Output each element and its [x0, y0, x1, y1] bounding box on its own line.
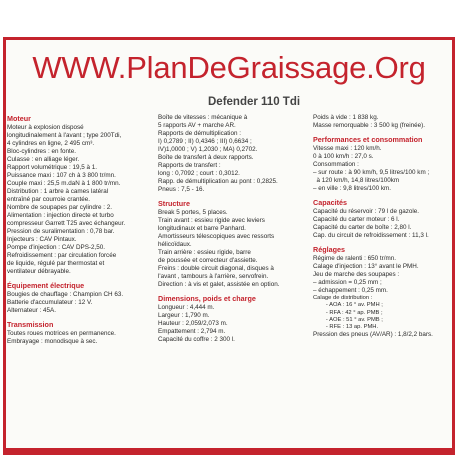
spec-line: 4 cylindres en ligne, 2 495 cm³. — [7, 140, 95, 147]
spec-line: Alimentation : injection directe et turbo — [7, 212, 114, 219]
section-title: Performances et consommation — [313, 135, 423, 144]
spec-line: Pompe d'injection : CAV DPS-2,50. — [7, 244, 106, 251]
spec-line: Direction : à vis et galet, assistée en option. — [158, 281, 280, 288]
spec-line: Culasse : en alliage léger. — [7, 156, 80, 163]
section-title: Capacités — [313, 198, 347, 207]
spec-line: Rapports de transfert : — [158, 162, 221, 169]
spec-line: compresseur Garrett T25 avec échangeur. — [7, 220, 126, 227]
spec-line: Rapports de démultiplication : — [158, 130, 241, 137]
spec-line: Calage de distribution : — [313, 295, 373, 301]
spec-line: Pneus : 7,5 - 16. — [158, 186, 205, 193]
spec-line: Injecteurs : CAV Pintaux. — [7, 236, 77, 243]
spec-line: Refroidissement : par circulation forcée — [7, 252, 117, 259]
spec-line: 5 rapports AV + marche AR. — [158, 122, 236, 129]
column-left — [7, 114, 150, 346]
spec-line: longitudinalement à l'avant ; type 200Tdi, — [7, 132, 122, 139]
spec-line: Régime de ralenti : 650 tr/mn. — [313, 255, 396, 262]
spec-line: Hauteur : 2,059/2,073 m. — [158, 320, 228, 327]
spec-line: Pression des pneus (AV/AR) : 1,8/2,2 bars. — [313, 331, 433, 339]
section-title: Transmission — [7, 320, 54, 329]
spec-line: - RFE : 13 ap. PMH. — [313, 324, 379, 331]
column-right — [313, 114, 454, 339]
spec-line: Couple maxi : 25,5 m.daN à 1 800 tr/mn. — [7, 180, 121, 187]
section-title: Équipement électrique — [7, 281, 85, 290]
section-title: Structure — [158, 199, 190, 208]
site-title[interactable]: WWW.PlanDeGraissage.Org — [32, 50, 426, 85]
spec-line: Moteur à explosion disposé — [7, 124, 84, 131]
spec-line: Break 5 portes, 5 places. — [158, 209, 228, 216]
spec-line: Jeu de marche des soupapes : — [313, 271, 400, 278]
spec-line: Poids à vide : 1 838 kg. — [313, 114, 379, 121]
spec-line: Embrayage : monodisque à sec. — [7, 338, 98, 345]
spec-line: Amortisseurs télescopiques avec ressorts — [158, 233, 275, 240]
spec-line: - AOE : 51 ° av. PMB ; — [313, 316, 383, 323]
spec-line: Capacité du réservoir : 79 l de gazole. — [313, 208, 420, 215]
spec-line: Bougies de chauffage : Champion CH 63. — [7, 291, 124, 298]
spec-line: hélicoïdaux. — [158, 241, 192, 248]
spec-line: – échappement : 0,25 mm. — [313, 287, 388, 294]
spec-line: Masse remorquable : 3 500 kg (freinée). — [313, 122, 426, 129]
spec-line: Distribution : 1 arbre à cames latéral — [7, 188, 109, 195]
spec-line: Capacité du carter de boîte : 2,80 l. — [313, 224, 412, 231]
spec-line: – admission = 0,25 mm ; — [313, 279, 382, 286]
spec-line: – en ville : 9,8 litres/100 km. — [313, 185, 392, 192]
spec-line: Batterie d'accumulateur : 12 V. — [7, 299, 93, 306]
spec-line: Bloc-cylindres : en fonte. — [7, 148, 76, 155]
spec-line: Train arrière : essieu rigide, barre — [158, 249, 251, 256]
section-title: Réglages — [313, 245, 345, 254]
section-title: Moteur — [7, 114, 31, 123]
spec-line: l'avant , tambours à l'arrière, servofrein. — [158, 273, 269, 280]
spec-line: Cap. du circuit de refroidissement : 11,3 l. — [313, 232, 429, 239]
spec-line: entraîné par courroie crantée. — [7, 196, 90, 203]
spec-line: Rapport volumétrique : 19,5 à 1. — [7, 164, 97, 171]
spec-line: long : 0,7092 ; court : 0,3012. — [158, 170, 240, 177]
spec-line: – sur route : à 90 km/h, 9,5 litres/100 km ; — [313, 169, 430, 176]
spec-line: - AOA : 16 ° av. PMH ; — [313, 302, 383, 309]
spec-line: Vitesse maxi : 120 km/h. — [313, 145, 382, 152]
spec-line: Calage d'injection : 13° avant le PMH. — [313, 263, 419, 270]
section-title: Dimensions, poids et charge — [158, 294, 256, 303]
spec-line: Pression de suralimentation : 0,78 bar. — [7, 228, 115, 235]
doc-title: Defender 110 Tdi — [208, 96, 301, 108]
spec-line: de liquide, régulé par thermostat et — [7, 260, 105, 267]
spec-line: Boîte de transfert à deux rapports. — [158, 154, 254, 161]
spec-line: Alternateur : 45A. — [7, 307, 57, 314]
spec-line: Train avant : essieu rigide avec leviers — [158, 217, 265, 224]
spec-line: Largeur : 1,790 m. — [158, 312, 210, 319]
spec-line: Capacité du carter moteur : 6 l. — [313, 216, 400, 223]
spec-line: - RFA : 42 ° ap. PMB ; — [313, 309, 383, 316]
spec-line: Boîte de vitesses : mécanique à — [158, 114, 248, 121]
column-middle — [158, 114, 311, 344]
spec-line: Rapp. de démultiplication au pont : 0,2825. — [158, 178, 278, 185]
spec-line: Longueur : 4,444 m. — [158, 304, 215, 311]
spec-line: Puissance maxi : 107 ch à 3 800 tr/mn. — [7, 172, 116, 179]
spec-line: Empattement : 2,794 m. — [158, 328, 226, 335]
spec-line: IV)1,0000 ; V) 1,2030 ; MA) 0,2702. — [158, 146, 258, 153]
spec-line: Toutes roues motrices en permanence. — [7, 330, 116, 337]
spec-line: Freins : double circuit diagonal, disques à — [158, 265, 274, 272]
spec-line: Consommation : — [313, 161, 359, 168]
spec-line: I) 0,2789 ; II) 0,4346 ; III) 0,6634 ; — [158, 138, 252, 145]
spec-line: longitudinaux et barre Panhard. — [158, 225, 246, 232]
spec-line: à 120 km/h, 14,8 litres/100km — [313, 177, 400, 184]
spec-line: 0 à 100 km/h : 27,0 s. — [313, 153, 374, 160]
spec-line: Capacité du coffre : 2 300 l. — [158, 336, 235, 343]
spec-line: Nombre de soupapes par cylindre : 2. — [7, 204, 113, 211]
spec-line: ventilateur débrayable. — [7, 268, 71, 275]
spec-line: de poussée et correcteur d'assiette. — [158, 257, 258, 264]
